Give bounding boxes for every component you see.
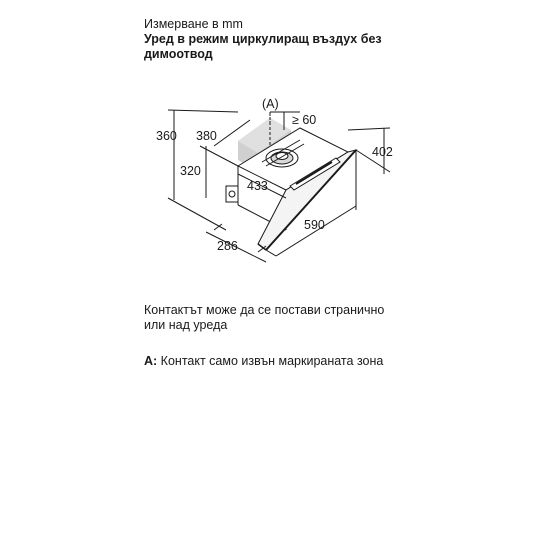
socket-note-line-2: или над уреда xyxy=(144,318,228,332)
width-label: 590 xyxy=(304,218,325,232)
depth-bottom-label: 286 xyxy=(217,239,238,253)
body-width-label: 433 xyxy=(247,179,268,193)
socket xyxy=(226,186,238,202)
legend-a xyxy=(144,354,383,369)
title-line-2: димоотвод xyxy=(144,47,213,61)
title-line-1: Уред в режим циркулиращ въздух без xyxy=(144,32,382,46)
right-height-label: 402 xyxy=(372,145,393,159)
unit-note: Измерване в mm xyxy=(144,17,243,31)
marker-a-label: (A) xyxy=(262,97,279,111)
legend-key: A: xyxy=(144,354,158,368)
legend-text: Контакт само извън маркираната зона xyxy=(157,354,384,368)
mount-height-label: 320 xyxy=(180,164,201,178)
socket-note-line-1: Контактът може да се постави странично xyxy=(144,303,385,317)
depth-top-label: 380 xyxy=(196,129,217,143)
total-height-label: 360 xyxy=(156,129,177,143)
clearance-label: ≥ 60 xyxy=(292,113,317,127)
